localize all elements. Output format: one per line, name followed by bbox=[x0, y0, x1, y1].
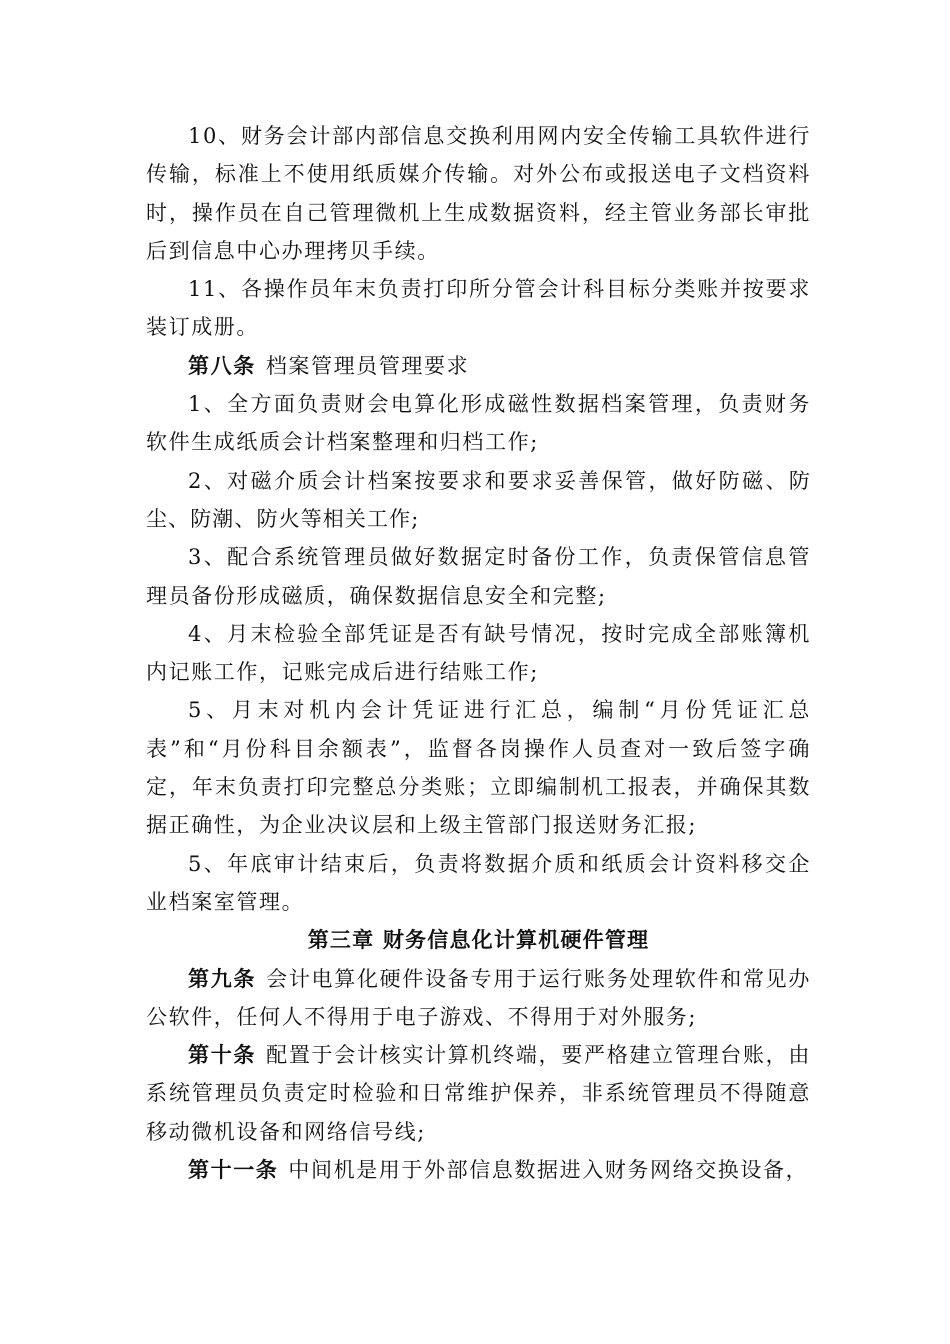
article-text: 中间机是用于外部信息数据进入财务网络交换设备， bbox=[288, 1158, 809, 1183]
document-page bbox=[146, 117, 811, 1189]
paragraph-item-1: 1、全方面负责财会电算化形成磁性数据档案管理，负责财务软件生成纸质会计档案整理和归档工作; bbox=[146, 392, 811, 455]
article-9 bbox=[146, 960, 811, 1037]
article-text: 档案管理员管理要求 bbox=[265, 353, 470, 378]
article-number: 第十一条 bbox=[188, 1157, 279, 1183]
paragraph-item-3: 3、配合系统管理员做好数据定时备份工作，负责保管信息管理员备份形成磁质，确保数据信息安全和完整; bbox=[146, 545, 811, 608]
article-8-heading bbox=[146, 347, 811, 385]
paragraph-item-11: 11、各操作员年末负责打印所分管会计科目标分类账并按要求装订成册。 bbox=[146, 277, 811, 340]
paragraph-item-10: 10、财务会计部内部信息交换利用网内安全传输工具软件进行传输，标准上不使用纸质媒介传输。对外公布或报送电子文档资料时，操作员在自己管理微机上生成数据资料，经主管业务部长审批后到信息中心办理拷贝手续。 bbox=[146, 124, 811, 263]
paragraph-item-2: 2、对磁介质会计档案按要求和要求妥善保管，做好防磁、防尘、防潮、防火等相关工作; bbox=[146, 468, 811, 531]
article-10 bbox=[146, 1036, 811, 1151]
article-number: 第九条 bbox=[188, 965, 257, 991]
article-number: 第十条 bbox=[188, 1042, 257, 1068]
article-11 bbox=[146, 1151, 811, 1189]
article-number: 第八条 bbox=[188, 352, 256, 378]
chapter-title: 第三章 财务信息化计算机硬件管理 bbox=[307, 927, 650, 953]
paragraph-item-5: 5、月末对机内会计凭证进行汇总，编制“月份凭证汇总表”和“月份科目余额表”，监督各岗操作人员查对一致后签字确定，年末负责打印完整总分类账；立即编制机工报表，并确保其数据正确性，为企业决议层和上级主管部门报送财务汇报; bbox=[146, 698, 811, 838]
paragraph-item-4: 4、月末检验全部凭证是否有缺号情况，按时完成全部账簿机内记账工作，记账完成后进行结账工作; bbox=[146, 621, 811, 685]
paragraph-item-5b: 5、年底审计结束后，负责将数据介质和纸质会计资料移交企业档案室管理。 bbox=[146, 851, 811, 914]
article-text: 配置于会计核实计算机终端，要严格建立管理台账，由系统管理员负责定时检验和日常维护保养，非系统管理员不得随意移动微机设备和网络信号线; bbox=[146, 1043, 811, 1144]
article-text: 会计电算化硬件设备专用于运行账务处理软件和常见办公软件，任何人不得用于电子游戏、不得用于对外服务; bbox=[146, 966, 811, 1029]
